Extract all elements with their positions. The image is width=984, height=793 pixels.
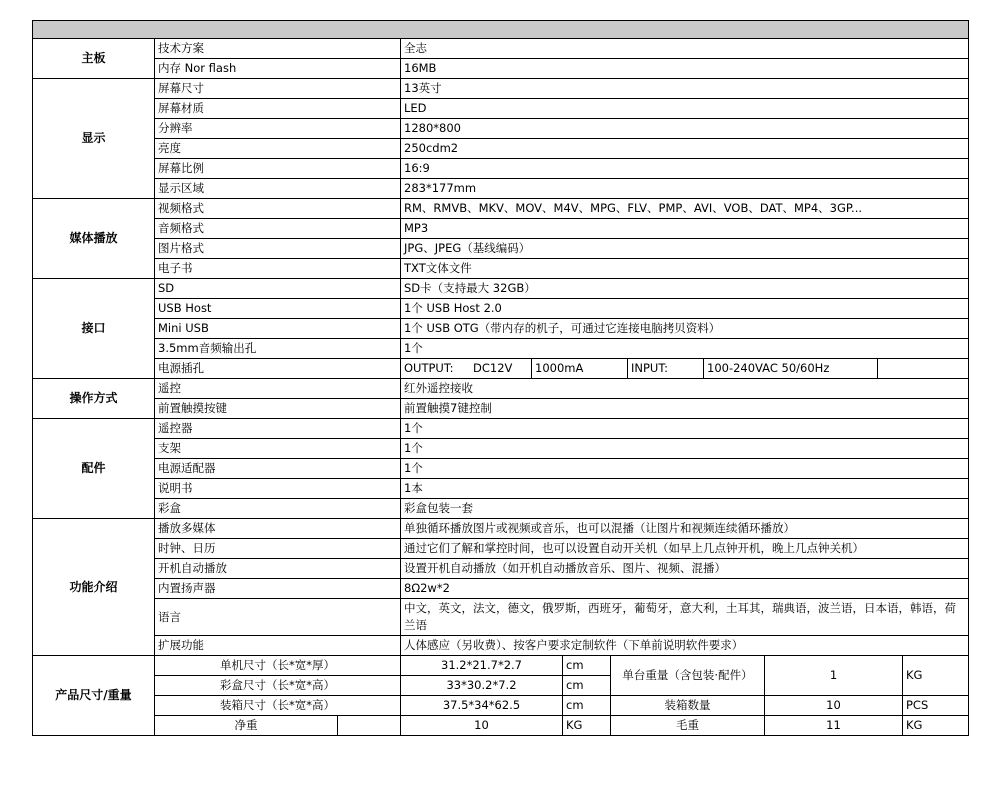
table-row	[33, 439, 969, 459]
spec-value: 16MB	[401, 59, 969, 79]
spec-table	[32, 20, 969, 736]
spec-name: 视频格式	[155, 199, 401, 219]
spec-name: 彩盒	[155, 499, 401, 519]
spec-name: 语言	[155, 599, 401, 636]
table-row-power	[33, 359, 969, 379]
spec-sheet	[32, 20, 968, 736]
spec-value: LED	[401, 99, 969, 119]
spec-value: 前置触摸7键控制	[401, 399, 969, 419]
spec-value: 10	[401, 716, 563, 736]
spec-name: 遥控	[155, 379, 401, 399]
power-input-label: INPUT:	[627, 359, 703, 378]
spec-name: 彩盒尺寸（长*宽*高）	[155, 676, 401, 696]
power-output-voltage: DC12V	[473, 361, 513, 375]
spec-name: 说明书	[155, 479, 401, 499]
table-row	[33, 39, 969, 59]
table-row	[33, 239, 969, 259]
category-size-weight: 产品尺寸/重量	[33, 656, 155, 736]
spec-name: 音频格式	[155, 219, 401, 239]
spec-name: 电子书	[155, 259, 401, 279]
spec-name: 单机尺寸（长*宽*厚）	[155, 656, 401, 676]
spec-value: 1	[765, 656, 903, 696]
spec-name: 电源适配器	[155, 459, 401, 479]
table-row	[33, 299, 969, 319]
header-banner	[33, 21, 969, 39]
spec-value: 1个 USB Host 2.0	[401, 299, 969, 319]
spec-unit: cm	[563, 676, 611, 696]
spec-value: 中文，英文，法文，德文，俄罗斯，西班牙，葡萄牙，意大利，土耳其，瑞典语，波兰语，日本语，韩语，荷兰语	[401, 599, 969, 636]
table-row	[33, 656, 969, 676]
spec-name: 技术方案	[155, 39, 401, 59]
power-spec	[401, 359, 968, 378]
spec-name: Mini USB	[155, 319, 401, 339]
table-row	[33, 219, 969, 239]
table-row	[33, 159, 969, 179]
spec-value: 彩盒包装一套	[401, 499, 969, 519]
spec-name: 电源插孔	[155, 359, 401, 379]
table-row	[33, 399, 969, 419]
spec-unit: KG	[903, 656, 969, 696]
spec-unit: cm	[563, 656, 611, 676]
spec-value: 全志	[401, 39, 969, 59]
spec-name: 屏幕比例	[155, 159, 401, 179]
spec-name: 显示区域	[155, 179, 401, 199]
power-empty-cell	[877, 359, 918, 378]
spec-value: 11	[765, 716, 903, 736]
spec-value: 通过它们了解和掌控时间，也可以设置自动开关机（如早上几点钟开机，晚上几点钟关机）	[401, 539, 969, 559]
spec-name: 装箱尺寸（长*宽*高）	[155, 696, 401, 716]
spec-value: 31.2*21.7*2.7	[401, 656, 563, 676]
category-media: 媒体播放	[33, 199, 155, 279]
table-row	[33, 279, 969, 299]
spec-name: 支架	[155, 439, 401, 459]
spec-unit: PCS	[903, 696, 969, 716]
table-row	[33, 419, 969, 439]
spec-value: 1个	[401, 419, 969, 439]
spec-name: 分辨率	[155, 119, 401, 139]
spec-value: MP3	[401, 219, 969, 239]
category-accessories: 配件	[33, 419, 155, 519]
spec-unit: cm	[563, 696, 611, 716]
net-weight-cell	[155, 716, 401, 736]
spec-name: 扩展功能	[155, 636, 401, 656]
spec-name: 图片格式	[155, 239, 401, 259]
table-row	[33, 119, 969, 139]
spec-value: 8Ω2w*2	[401, 579, 969, 599]
power-spec-cell	[401, 359, 969, 379]
table-row	[33, 519, 969, 539]
spec-name: 开机自动播放	[155, 559, 401, 579]
spec-value: 1本	[401, 479, 969, 499]
spec-name: 毛重	[611, 716, 765, 736]
spec-value: 人体感应（另收费）、按客户要求定制软件（下单前说明软件要求）	[401, 636, 969, 656]
spec-unit: KG	[903, 716, 969, 736]
table-row	[33, 459, 969, 479]
category-board: 主板	[33, 39, 155, 79]
spec-name: 内存 Nor flash	[155, 59, 401, 79]
table-row	[33, 99, 969, 119]
table-row	[33, 559, 969, 579]
spec-name: 屏幕尺寸	[155, 79, 401, 99]
table-row	[33, 696, 969, 716]
spec-value: 1个 USB OTG（带内存的机子，可通过它连接电脑拷贝资料）	[401, 319, 969, 339]
spec-name: 内置扬声器	[155, 579, 401, 599]
spec-unit: KG	[563, 716, 611, 736]
spec-value: 1个	[401, 439, 969, 459]
table-row	[33, 636, 969, 656]
table-row	[33, 79, 969, 99]
header-banner-cell	[33, 21, 969, 39]
spec-name: USB Host	[155, 299, 401, 319]
net-weight-split	[155, 716, 400, 735]
category-display: 显示	[33, 79, 155, 199]
empty-cell	[337, 716, 400, 735]
spec-name: 播放多媒体	[155, 519, 401, 539]
spec-name: 3.5mm音频输出孔	[155, 339, 401, 359]
spec-name: 单台重量（含包装·配件）	[611, 656, 765, 696]
spec-value: 1280*800	[401, 119, 969, 139]
table-row	[33, 179, 969, 199]
power-output-current: 1000mA	[531, 359, 627, 378]
table-row	[33, 716, 969, 736]
category-ports: 接口	[33, 279, 155, 379]
spec-value: 红外遥控接收	[401, 379, 969, 399]
spec-value: 16:9	[401, 159, 969, 179]
spec-value: 13英寸	[401, 79, 969, 99]
spec-name: 亮度	[155, 139, 401, 159]
table-row	[33, 199, 969, 219]
spec-value: 250cdm2	[401, 139, 969, 159]
spec-name: 装箱数量	[611, 696, 765, 716]
table-row	[33, 599, 969, 636]
spec-value: 10	[765, 696, 903, 716]
spec-value: 33*30.2*7.2	[401, 676, 563, 696]
table-row	[33, 59, 969, 79]
spec-name: 净重	[234, 718, 258, 732]
table-row	[33, 479, 969, 499]
spec-name: SD	[155, 279, 401, 299]
spec-value: 37.5*34*62.5	[401, 696, 563, 716]
spec-value: TXT文体文件	[401, 259, 969, 279]
spec-value: SD卡（支持最大 32GB）	[401, 279, 969, 299]
spec-value: RM、RMVB、MKV、MOV、M4V、MPG、FLV、PMP、AVI、VOB、DAT、MP4、3GP...	[401, 199, 969, 219]
table-row	[33, 139, 969, 159]
spec-name: 时钟、日历	[155, 539, 401, 559]
spec-value: 1个	[401, 459, 969, 479]
table-row	[33, 539, 969, 559]
power-input-value: 100-240VAC 50/60Hz	[703, 359, 877, 378]
spec-name: 前置触摸按键	[155, 399, 401, 419]
category-operation: 操作方式	[33, 379, 155, 419]
spec-value: JPG、JPEG（基线编码）	[401, 239, 969, 259]
spec-value: 单独循环播放图片或视频或音乐，也可以混播（让图片和视频连续循环播放）	[401, 519, 969, 539]
spec-name: 遥控器	[155, 419, 401, 439]
spec-value: 1个	[401, 339, 969, 359]
spec-value: 283*177mm	[401, 179, 969, 199]
spec-name: 屏幕材质	[155, 99, 401, 119]
spec-value: 设置开机自动播放（如开机自动播放音乐、图片、视频、混播）	[401, 559, 969, 579]
table-row	[33, 579, 969, 599]
table-row	[33, 499, 969, 519]
table-row	[33, 339, 969, 359]
table-row	[33, 379, 969, 399]
power-output-label: OUTPUT:	[404, 361, 454, 375]
category-features: 功能介绍	[33, 519, 155, 656]
table-row	[33, 259, 969, 279]
table-row	[33, 319, 969, 339]
